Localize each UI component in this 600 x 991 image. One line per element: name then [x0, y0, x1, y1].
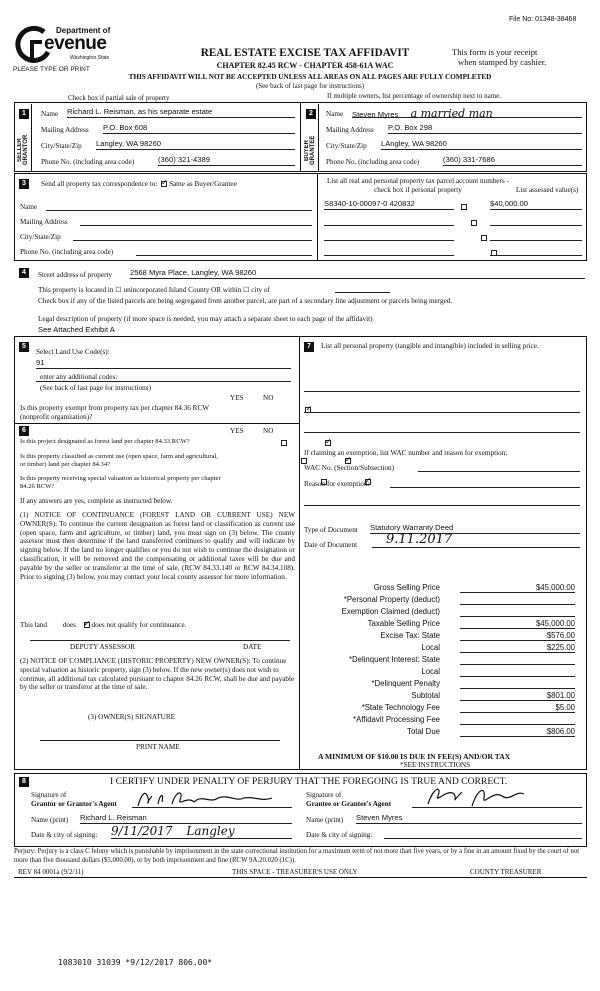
tax-phone-field[interactable]	[136, 255, 312, 256]
buyer-name-label: Name	[326, 110, 344, 118]
tax-city-label: City/State/Zip	[20, 233, 61, 241]
segregated-text: Check box if any of the listed parcels are being segregated from another parcel, are part of a secondary line adjustment or parcels being merged.	[38, 297, 453, 305]
deputy-assessor-label: DEPUTY ASSESSOR	[70, 643, 136, 651]
section-6-yes-header: YES	[230, 427, 244, 435]
tax-value[interactable]	[460, 607, 575, 617]
personal-property-checkbox-1[interactable]	[461, 204, 467, 210]
tax-label: Total Due	[407, 727, 440, 736]
tax-row-subtotal	[300, 691, 575, 701]
tax-row-state	[300, 631, 575, 641]
seller-side-rule	[31, 104, 32, 172]
buyer-mail-field[interactable]: P.O. Box 298	[388, 123, 582, 134]
buyer-name-field[interactable]	[352, 107, 582, 118]
buyer-city-field[interactable]: LAngley, WA 98260	[381, 139, 582, 150]
footer-rule	[14, 877, 587, 878]
receipt-note-1: This form is your receipt	[452, 47, 538, 57]
grantor-date-hand: 9/11/2017	[111, 824, 173, 838]
personal-property-line-3[interactable]	[304, 432, 580, 433]
assessed-field-3[interactable]	[490, 240, 582, 241]
section-8-number: 8	[19, 777, 29, 787]
grantor-signature-image	[132, 788, 292, 810]
tax-label: *Affidavit Processing Fee	[353, 715, 440, 724]
tax-value[interactable]	[460, 667, 575, 677]
tax-value[interactable]	[460, 679, 575, 689]
partial-sale-label: Check box if partial sale of property	[68, 94, 170, 102]
tax-label: Gross Selling Price	[373, 583, 440, 592]
tax-label: Exemption Claimed (deduct)	[341, 607, 440, 616]
land-use-label: Select Land Use Code(s):	[36, 348, 110, 356]
seller-mail-field[interactable]: P.O. Box 608	[103, 123, 295, 134]
tax-row-personal	[300, 595, 575, 605]
certification-statement: I CERTIFY UNDER PENALTY OF PERJURY THAT THE FOREGOING IS TRUE AND CORRECT.	[110, 776, 508, 787]
doc-type-field[interactable]: Statutory Warranty Deed	[370, 523, 580, 534]
tax-value[interactable]: $45,000.00	[460, 583, 575, 593]
tax-value[interactable]: $5.00	[460, 703, 575, 713]
seller-mail-label: Mailing Address	[41, 126, 89, 134]
grantee-signature-image	[420, 782, 540, 810]
grantor-date-field[interactable]	[111, 825, 292, 839]
section-1-number: 1	[19, 109, 29, 119]
does-not-text: does not qualify for continuance.	[91, 621, 187, 629]
grantor-date-label: Date & city of signing:	[31, 831, 98, 839]
qualify-row	[20, 621, 186, 629]
parcel-header: List all real and personal property tax parcel account numbers - check box if personal property	[326, 177, 509, 194]
forest-land-question: Is this project designated as forest land per chapter 84.33 RCW?	[20, 438, 190, 445]
tax-label: Subtotal	[411, 691, 440, 700]
tax-label: *Personal Property (deduct)	[343, 595, 440, 604]
buyer-city-label: City/State/Zip	[326, 142, 367, 150]
assessed-field-1[interactable]: $40,000.00	[490, 199, 582, 210]
tax-label: *Delinquent Interest: State	[348, 655, 440, 664]
tax-row-tech-fee	[300, 703, 575, 713]
warning-line: THIS AFFIDAVIT WILL NOT BE ACCEPTED UNLESS ALL AREAS ON ALL PAGES ARE FULLY COMPLETED	[128, 73, 492, 81]
grantor-name-field[interactable]: Richard L. Reisman	[80, 813, 292, 824]
tax-label: Local	[421, 643, 440, 652]
historic-question: Is this property receiving special valuation as historical property per chapter 84.26 RCW?	[20, 475, 221, 490]
if-yes-instruction: If any answers are yes, complete as instructed below.	[20, 497, 173, 505]
section-6-rule	[14, 423, 299, 424]
grantee-sig-label-2: Grantee or Grantee's Agent	[306, 800, 392, 808]
assessed-header: List assessed value(s)	[516, 186, 579, 194]
segregated-row	[38, 297, 452, 305]
tax-value[interactable]: $806.00	[460, 727, 575, 737]
grantor-sig-label-1: Signature of	[31, 791, 67, 799]
buyer-name-text: Steven Myres	[352, 110, 399, 119]
treasurer-space-label: THIS SPACE - TREASURER'S USE ONLY	[232, 868, 358, 876]
located-text: This property is located in ☐ unincorporated Island County OR within ☐ city of	[38, 286, 270, 294]
revenue-logo: Department of evenue Washington State	[14, 24, 124, 68]
same-as-buyer-text: Same as Buyer/Grantee	[168, 180, 237, 188]
notice-of-compliance: (2) NOTICE OF COMPLIANCE (HISTORIC PROPERTY) NEW OWNER(S): To continue special valuation as historic property, sign (3) below. If the new owner(s) does not wish to continue, all additional tax calculated pursuant to chapter 84.26 RCW, shall be due and payable by the seller or transferor at the time of sale.	[20, 657, 295, 692]
tax-name-label: Name	[20, 203, 38, 211]
seller-name-field[interactable]: Richard L. Reisman, as his separate estate	[67, 107, 295, 118]
see-instructions-note: *SEE INSTRUCTIONS	[400, 761, 471, 769]
seller-city-label: City/State/Zip	[41, 142, 82, 150]
section-6-number: 6	[19, 426, 29, 436]
section-6-no-header: NO	[263, 427, 274, 435]
parcel-field-3[interactable]	[324, 240, 454, 241]
personal-property-line-1[interactable]	[304, 391, 580, 392]
tax-row-interest-local	[300, 667, 575, 677]
tax-label: *Delinquent Penalty	[371, 679, 440, 688]
tax-label: Taxable Selling Price	[367, 619, 440, 628]
tax-phone-label: Phone No. (including area code)	[20, 248, 114, 256]
multiple-owners-note: If multiple owners, list percentage of ownership next to name.	[327, 92, 501, 100]
form-title: REAL ESTATE EXCISE TAX AFFIDAVIT	[200, 47, 410, 59]
parcel-field-4[interactable]	[324, 255, 454, 256]
section-2-number: 2	[306, 109, 316, 119]
tax-mail-label: Mailing Address	[20, 218, 68, 226]
revision-code: REV 84 0001a (9/2/11)	[18, 868, 84, 876]
tax-row-local	[300, 643, 575, 653]
county-treasurer-label: COUNTY TREASURER	[470, 868, 542, 876]
buyer-name-handwritten: a married man	[410, 107, 493, 120]
tax-value[interactable]	[460, 595, 575, 605]
minimum-fee-note: A MINIMUM OF $10.00 IS DUE IN FEE(S) AND/OR TAX	[318, 752, 511, 761]
grantee-name-field[interactable]: Steven Myres	[356, 813, 582, 824]
tax-value[interactable]	[460, 715, 575, 725]
tax-row-taxable	[300, 619, 575, 629]
section-5-number: 5	[19, 342, 29, 352]
reason-field-1[interactable]	[390, 487, 580, 488]
wac-field[interactable]	[418, 471, 580, 472]
owner-signature-label: (3) OWNER(S) SIGNATURE	[88, 713, 176, 721]
assessed-field-2[interactable]	[490, 225, 582, 226]
current-use-question: Is this property classified as current use (open space, farm and agricultural, or timber) land per chapter 84.34?	[20, 453, 218, 468]
reason-field-2[interactable]	[304, 505, 580, 506]
tax-mail-field[interactable]	[80, 225, 312, 226]
cashier-stamp: 1083010 31039 *9/12/2017 806.00*	[58, 958, 213, 967]
tax-value[interactable]: $576.00	[460, 631, 575, 641]
parties-divider	[300, 102, 301, 172]
grantee-sig-label-1: Signature of	[306, 791, 342, 799]
notice-of-continuance: (1) NOTICE OF CONTINUANCE (FOREST LAND OR CURRENT USE) NEW OWNER(S): To continue the current designation as forest land or classification as current use (open space, farm and agriculture, or timber) land, you must sign on (3) below. The county assessor must then determine if the land transferred continues to qualify and will indicate by signing below. If the land no longer qualifies or you do not wish to continue the designation or classification, it will be removed and the compensating or additional taxes will be due and payable by the seller or transferor at the time of sale. (RCW 84.33.140 or RCW 84.34.108). Prior to signing (3) below, you may contact your local county assessor for more information.	[20, 511, 295, 581]
receipt-note-2: when stamped by cashier.	[458, 57, 547, 67]
tax-row-gross	[300, 583, 575, 593]
section-5-instructions: (See back of last page for instructions)	[40, 384, 151, 392]
street-field[interactable]: 2568 Myra Place, Langley, WA 98260	[130, 268, 585, 279]
file-number: File No: 01348-38468	[509, 16, 577, 23]
street-label: Street address of property	[38, 271, 113, 279]
section-3-divider	[317, 173, 318, 261]
does-text: does	[62, 621, 76, 629]
personal-property-checkbox-2[interactable]	[471, 220, 477, 226]
print-name-label: PRINT NAME	[136, 743, 180, 751]
send-correspondence-label	[41, 180, 237, 188]
personal-property-line-2[interactable]	[304, 412, 580, 413]
forest-no-checkbox[interactable]	[325, 440, 331, 446]
seller-phone-field[interactable]: (360) 321-4389	[158, 155, 295, 166]
deputy-assessor-line[interactable]	[30, 640, 290, 641]
parcel-field-1[interactable]: S8340-10-00097-0 420832	[324, 199, 454, 210]
wac-label: WAC No. (Section/Subsection)	[304, 464, 395, 472]
grantor-name-label: Name (print)	[31, 816, 69, 824]
print-note: PLEASE TYPE OR PRINT	[13, 66, 90, 73]
this-land-text: This land	[20, 621, 47, 629]
grantee-name-label: Name (print)	[306, 816, 344, 824]
personal-property-checkbox-3[interactable]	[481, 235, 487, 241]
assessed-field-4[interactable]	[490, 255, 582, 256]
section-7-number: 7	[304, 342, 314, 352]
tax-row-total	[300, 727, 575, 737]
perjury-notice: Perjury: Perjury is a class C felony which is punishable by imprisonment in the state correctional institution for a maximum term of not more than five years, or by a fine in an amount fixed by the court of not more than five thousand dollars ($5,000.00), or by both imprisonment and fine (RCW 9A.20.020 (1C)).	[14, 848, 580, 864]
seller-city-field[interactable]: Langley, WA 98260	[96, 139, 295, 150]
doc-date-field[interactable]: 9.11.2017	[372, 534, 580, 548]
grantee-date-label: Date & city of signing:	[306, 831, 373, 839]
tax-name-field[interactable]	[46, 210, 312, 211]
grantor-sig-label-2: Grantor or Grantor's Agent	[31, 800, 117, 808]
grantor-city-hand: Langley	[186, 824, 235, 838]
personal-property-label: List all personal property (tangible and intangible) included in selling price.	[321, 342, 539, 350]
print-name-line[interactable]	[40, 740, 280, 741]
does-not-qualify-checkbox[interactable]	[84, 622, 90, 628]
form-chapter: CHAPTER 82.45 RCW - CHAPTER 458-61A WAC	[216, 61, 394, 70]
tax-row-interest-state	[300, 655, 575, 665]
tax-value[interactable]: $801.00	[460, 691, 575, 701]
tax-value[interactable]: $225.00	[460, 643, 575, 653]
reason-label: Reason for exemption:	[304, 480, 370, 488]
doc-type-label: Type of Document	[304, 526, 358, 534]
legal-description-label: Legal description of property (if more space is needed, you may attach a separate sheet to each page of the affidavit)	[38, 315, 373, 323]
section-5-yes-header: YES	[230, 394, 244, 402]
forest-yes-checkbox[interactable]	[281, 440, 287, 446]
additional-codes-label: enter any additional codes:	[40, 373, 118, 381]
tax-label: Local	[421, 667, 440, 676]
same-as-buyer-checkbox[interactable]	[161, 181, 167, 187]
buyer-mail-label: Mailing Address	[326, 126, 374, 134]
exempt-question: Is this property exempt from property tax per chapter 84.36 RCW (nonprofit organization)?	[20, 404, 209, 421]
tax-row-exemption	[300, 607, 575, 617]
seller-name-label: Name	[41, 110, 59, 118]
tax-label: Excise Tax: State	[380, 631, 440, 640]
buyer-phone-field[interactable]: (360) 331-7686	[443, 155, 582, 166]
additional-codes-field[interactable]	[36, 381, 291, 382]
seller-side-label: SELLER GRANTOR	[17, 134, 29, 166]
buyer-side-label: BUYER GRANTEE	[304, 135, 316, 165]
tax-label: *State Technology Fee	[361, 703, 440, 712]
see-back-note: (See back of last page for instructions)	[255, 82, 365, 90]
buyer-side-rule	[318, 104, 319, 172]
seller-phone-label: Phone No. (including area code)	[41, 158, 135, 166]
tax-row-processing-fee	[300, 715, 575, 725]
land-use-field[interactable]: 91	[36, 358, 291, 369]
city-of-field[interactable]	[335, 292, 390, 293]
section-3-number: 3	[19, 179, 29, 189]
legal-description-field[interactable]: See Attached Exhibit A	[38, 325, 115, 334]
send-text: Send all property tax correspondence to:	[41, 180, 158, 188]
section-4-number: 4	[19, 268, 29, 278]
tax-value[interactable]	[460, 655, 575, 665]
tax-city-field[interactable]	[73, 240, 312, 241]
assessor-date-label: DATE	[243, 643, 262, 651]
exemption-question: If claiming an exemption, list WAC number and reason for exemption:	[304, 449, 508, 457]
buyer-phone-label: Phone No. (including area code)	[326, 158, 420, 166]
tax-row-penalty	[300, 679, 575, 689]
doc-date-label: Date of Document	[304, 541, 358, 549]
section-5-no-header: NO	[263, 394, 274, 402]
grantee-date-field[interactable]	[384, 838, 582, 839]
tax-value[interactable]: $45,000.00	[460, 619, 575, 629]
parcel-field-2[interactable]	[324, 225, 454, 226]
